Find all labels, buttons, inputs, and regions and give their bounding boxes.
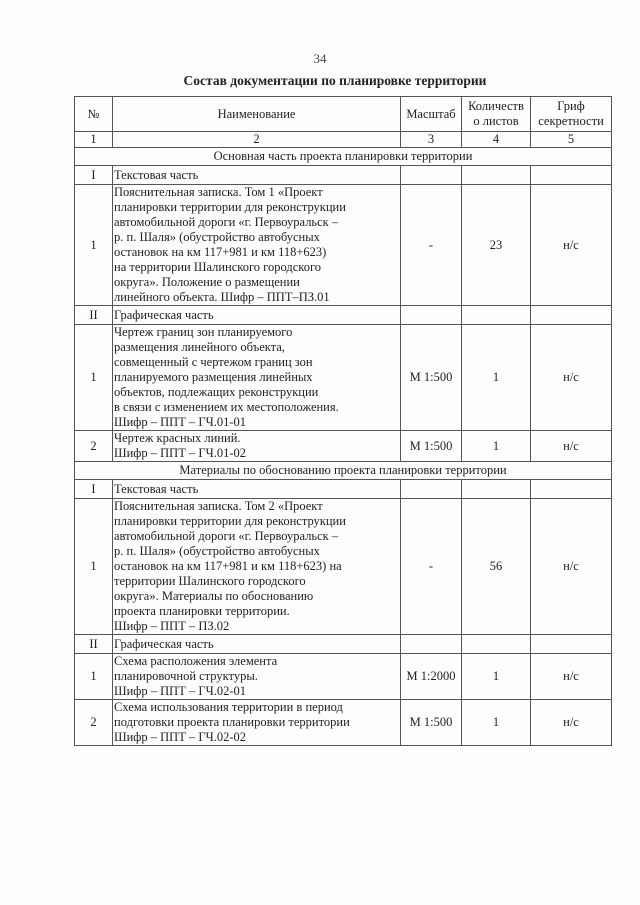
section-row — [75, 462, 612, 480]
document-scale: - — [401, 185, 462, 306]
document-secrecy: н/с — [531, 700, 612, 746]
document-sheets: 1 — [462, 700, 531, 746]
part-row — [75, 166, 612, 185]
table-row — [75, 700, 612, 746]
header-number: № — [75, 97, 113, 132]
document-sheets: 1 — [462, 654, 531, 700]
part-row — [75, 480, 612, 499]
part-number: I — [75, 480, 113, 499]
header-secrecy: Гриф секретности — [531, 97, 612, 132]
table-row — [75, 431, 612, 462]
section-title: Материалы по обоснованию проекта планировки территории — [75, 462, 612, 480]
part-row — [75, 306, 612, 325]
document-secrecy: н/с — [531, 185, 612, 306]
section-row — [75, 148, 612, 166]
column-number: 4 — [462, 132, 531, 148]
row-number: 2 — [75, 431, 113, 462]
part-number: I — [75, 166, 113, 185]
part-label: Графическая часть — [113, 635, 401, 654]
document-sheets: 1 — [462, 431, 531, 462]
column-number: 1 — [75, 132, 113, 148]
page-number: 34 — [313, 51, 327, 66]
row-number: 1 — [75, 654, 113, 700]
part-number: II — [75, 306, 113, 325]
table-row — [75, 654, 612, 700]
table-row — [75, 325, 612, 431]
document-scale: М 1:2000 — [401, 654, 462, 700]
document-scale: М 1:500 — [401, 700, 462, 746]
document-sheets: 56 — [462, 499, 531, 635]
document-scale: - — [401, 499, 462, 635]
column-number: 3 — [401, 132, 462, 148]
table-row — [75, 499, 612, 635]
document-secrecy: н/с — [531, 499, 612, 635]
part-number: II — [75, 635, 113, 654]
document-name: Пояснительная записка. Том 1 «Проект планировки территории для реконструкции автомобильной дороги «г. Первоуральск – р. п. Шаля» (обустройство автобусных остановок на км 117+981 и км 118+623) на территории Шалинского городского округа». Положение о размещении линейного объекта. Шифр – ППТ–ПЗ.01 — [113, 185, 401, 306]
row-number: 1 — [75, 499, 113, 635]
document-name: Чертеж границ зон планируемого размещения линейного объекта, совмещенный с чертежом границ зон планируемого размещения линейных объектов, подлежащих реконструкции в связи с изменением их местоположения. Шифр – ППТ – ГЧ.01-01 — [113, 325, 401, 431]
document-name: Схема расположения элемента планировочной структуры. Шифр – ППТ – ГЧ.02-01 — [113, 654, 401, 700]
table-header-row — [75, 97, 612, 132]
document-name: Схема использования территории в период подготовки проекта планировки территории Шифр – ППТ – ГЧ.02-02 — [113, 700, 401, 746]
table-row — [75, 185, 612, 306]
document-sheets: 23 — [462, 185, 531, 306]
part-row — [75, 635, 612, 654]
column-number-row — [75, 132, 612, 148]
documentation-table — [74, 96, 612, 746]
document-name: Пояснительная записка. Том 2 «Проект планировки территории для реконструкции автомобильной дороги «г. Первоуральск – р. п. Шаля» (обустройство автобусных остановок на км 117+981 и км 118+623) на территории Шалинского городского округа». Материалы по обоснованию проекта планировки территории. Шифр – ППТ – ПЗ.02 — [113, 499, 401, 635]
document-title: Состав документации по планировке территории — [183, 73, 487, 88]
row-number: 1 — [75, 325, 113, 431]
document-secrecy: н/с — [531, 431, 612, 462]
document-name: Чертеж красных линий. Шифр – ППТ – ГЧ.01-02 — [113, 431, 401, 462]
part-label: Графическая часть — [113, 306, 401, 325]
part-label: Текстовая часть — [113, 166, 401, 185]
row-number: 2 — [75, 700, 113, 746]
document-scale: М 1:500 — [401, 431, 462, 462]
column-number: 2 — [113, 132, 401, 148]
header-scale: Масштаб — [401, 97, 462, 132]
document-scale: М 1:500 — [401, 325, 462, 431]
header-name: Наименование — [113, 97, 401, 132]
part-label: Текстовая часть — [113, 480, 401, 499]
column-number: 5 — [531, 132, 612, 148]
document-secrecy: н/с — [531, 325, 612, 431]
document-sheets: 1 — [462, 325, 531, 431]
document-secrecy: н/с — [531, 654, 612, 700]
row-number: 1 — [75, 185, 113, 306]
header-sheets: Количеств о листов — [462, 97, 531, 132]
section-title: Основная часть проекта планировки территории — [75, 148, 612, 166]
